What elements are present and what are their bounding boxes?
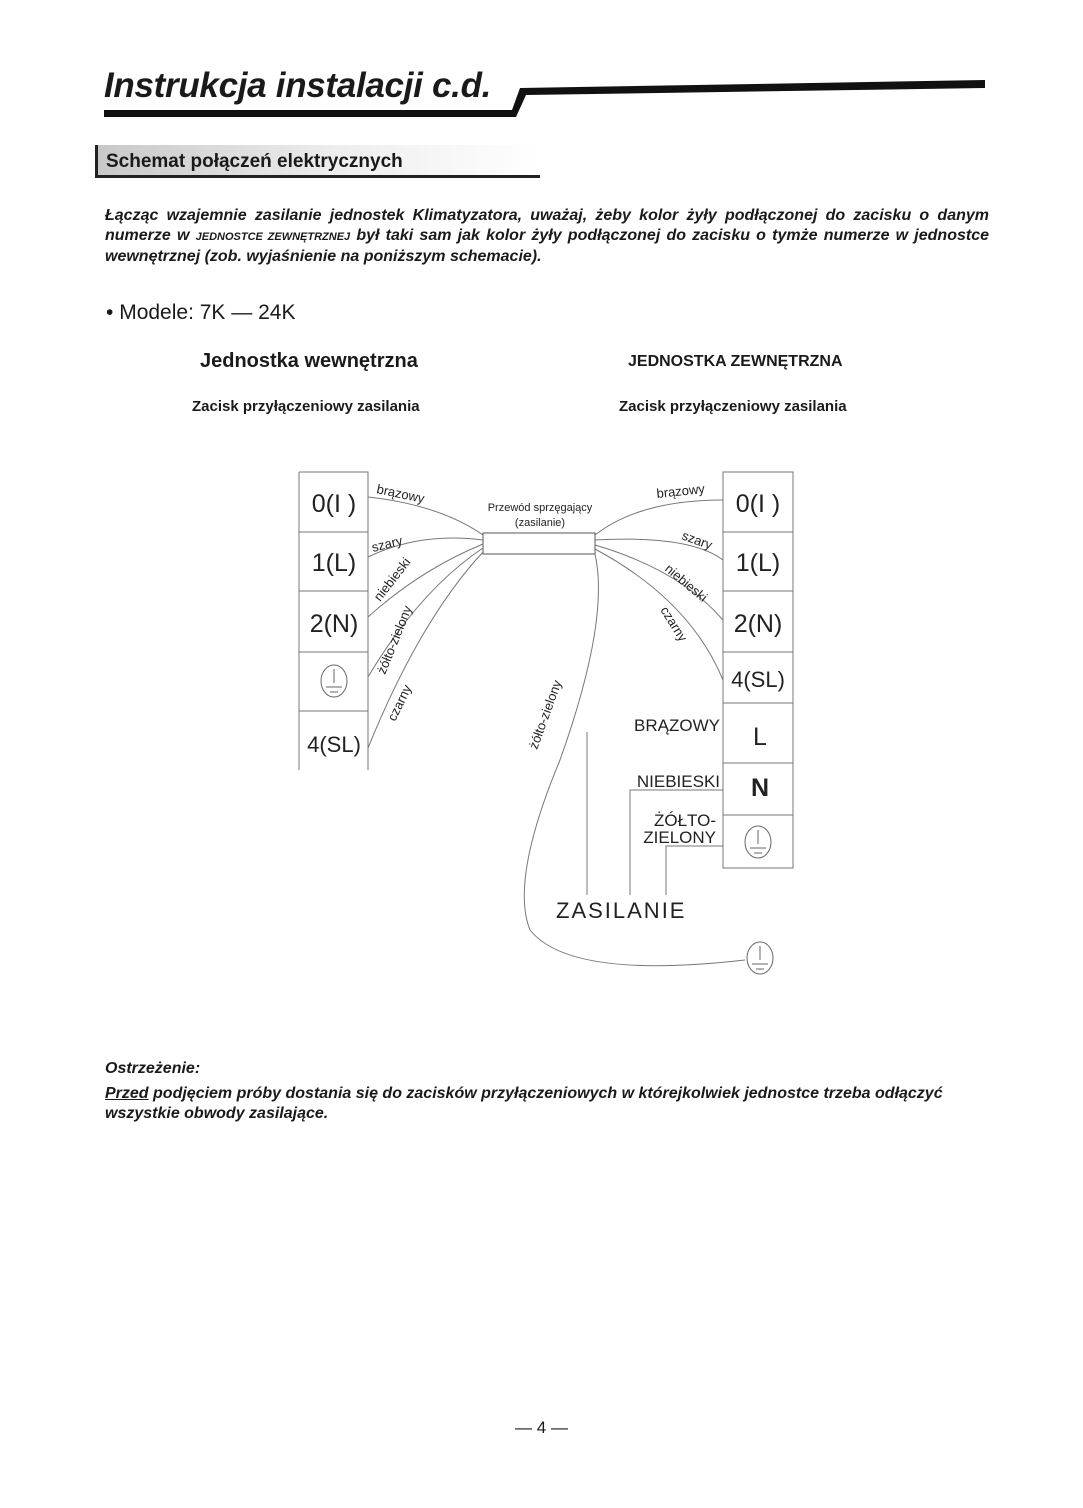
wire-label: brązowy	[655, 481, 706, 501]
outdoor-terminal: 0(I )	[735, 490, 781, 518]
power-wire-label: NIEBIESKI	[636, 772, 720, 791]
outdoor-terminal: 2(N)	[733, 610, 783, 638]
outdoor-terminal-caption: Zacisk przyłączeniowy zasilania	[619, 398, 847, 415]
intro-paragraph: Łącząc wzajemnie zasilanie jednostek Klimatyzatora, uważaj, żeby kolor żyły podłączonej do zacisku o danym numerze w JEDNOSTCE ZEWNĘTRZNEJ był taki sam jak kolor żyły podłączonej do zacisku o tymże numerze w jednostce wewnętrznej (zob. wyjaśnienie na poniższym schemacie).	[105, 207, 989, 265]
wire-label: niebieski	[662, 560, 711, 605]
page-title: Instrukcja instalacji c.d.	[104, 66, 492, 105]
page-number: — 4 —	[515, 1418, 568, 1437]
section-heading: Schemat połączeń elektrycznych	[95, 145, 540, 178]
power-supply-label: ZASILANIE	[556, 898, 687, 923]
wire-label: szary	[679, 527, 715, 553]
power-wire-label: ZIELONY	[643, 828, 716, 847]
wire-brown-left	[368, 497, 483, 535]
warning-title: Ostrzeżenie:	[105, 1060, 201, 1077]
models-list-item: • Modele: 7K — 24K	[106, 301, 296, 324]
outdoor-unit-title: JEDNOSTKA ZEWNĘTRZNA	[628, 353, 843, 370]
outdoor-terminal: 1(L)	[735, 549, 781, 577]
wire-label: czarny	[657, 603, 691, 645]
cable-label: (zasilanie)	[514, 517, 566, 529]
outdoor-terminal: N	[750, 774, 770, 802]
wire-label: żółto-zielony	[525, 677, 565, 752]
wire-label: żółto-zielony	[373, 603, 415, 677]
wire-label: brązowy	[375, 481, 426, 507]
warning-text: Przed podjęciem próby dostania się do zacisków przyłączeniowych w którejkolwiek jednostce trzeba odłączyć wszystkie obwody zasilające.	[105, 1085, 943, 1122]
wire-label: szary	[370, 532, 404, 555]
outdoor-terminal: 4(SL)	[731, 667, 785, 692]
outdoor-terminal: L	[753, 723, 767, 751]
wire-label: niebieski	[370, 554, 414, 604]
wire-label: czarny	[384, 682, 415, 724]
power-wire-label: ŻÓŁTO-	[653, 811, 716, 830]
power-wire-label: BRĄZOWY	[634, 716, 720, 735]
indoor-terminal: 1(L)	[311, 549, 357, 577]
indoor-terminal-caption: Zacisk przyłączeniowy zasilania	[192, 398, 420, 415]
indoor-terminal: 0(I )	[311, 490, 357, 518]
cable-label: Przewód sprzęgający	[487, 502, 593, 514]
indoor-terminal: 2(N)	[309, 610, 359, 638]
indoor-unit-title: Jednostka wewnętrzna	[200, 350, 418, 372]
indoor-terminal: 4(SL)	[307, 732, 361, 757]
